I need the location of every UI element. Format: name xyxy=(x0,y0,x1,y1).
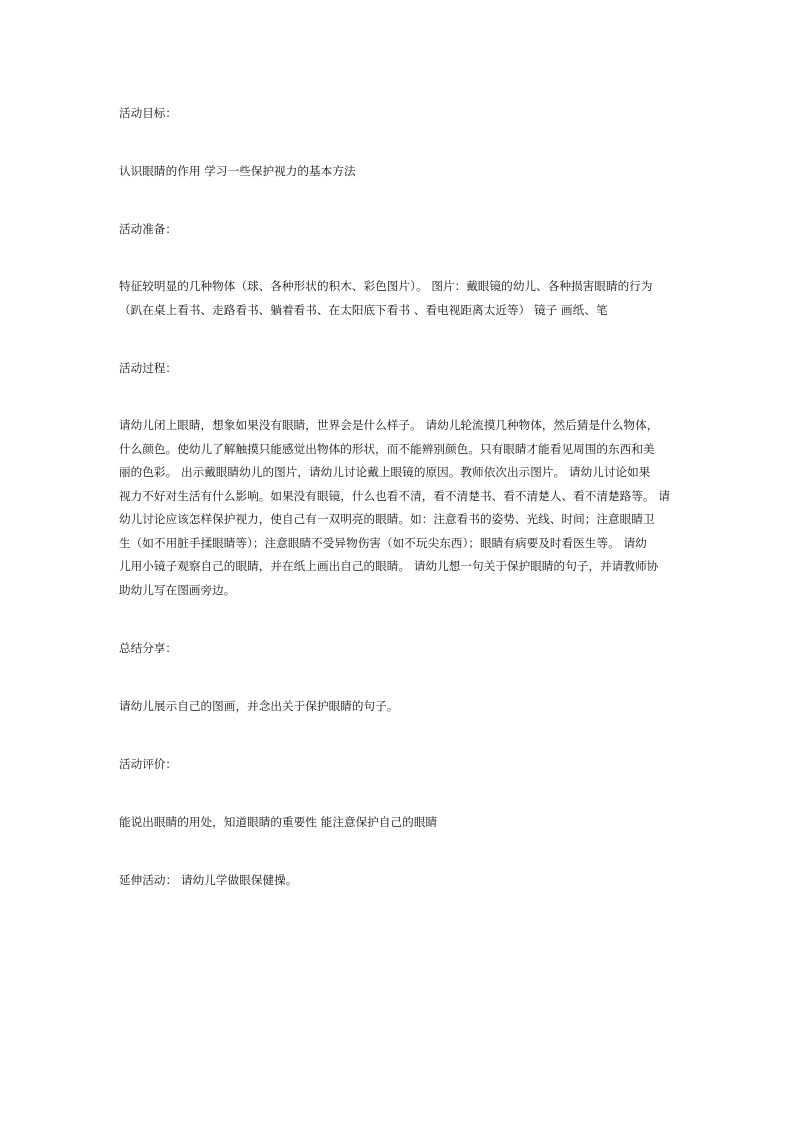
spacer xyxy=(119,660,675,694)
spacer xyxy=(119,183,675,217)
process-line-2: 什么颜色。使幼儿了解触摸只能感觉出物体的形状，而不能辨别颜色。只有眼睛才能看见周围的东西和美 xyxy=(119,441,655,456)
section-heading-summary: 总结分享： xyxy=(119,641,177,655)
spacer xyxy=(119,776,675,810)
spacer xyxy=(119,380,675,414)
section-heading-preparation: 活动准备： xyxy=(119,222,177,236)
section-heading-evaluation: 活动评价： xyxy=(119,757,177,771)
process-paragraph xyxy=(119,414,675,602)
preparation-line-1: 特征较明显的几种物体（球、各种形状的积木、彩色图片）。 图片：戴眼镜的幼儿、各种损害眼睛的行为 xyxy=(119,279,653,293)
process-line-7: 儿用小镜子观察自己的眼睛，并在纸上画出自己的眼睛。 请幼儿想一句关于保护眼睛的句子，并请教师协 xyxy=(119,559,659,573)
process-line-8: 助幼儿写在图画旁边。 xyxy=(119,582,236,597)
section-heading-goals: 活动目标： xyxy=(119,106,177,120)
spacer xyxy=(119,602,675,636)
document-content xyxy=(119,101,675,892)
process-line-6: 生（如不用脏手揉眼睛等）；注意眼睛不受异物伤害（如不玩尖东西）；眼睛有病要及时看医生等。 请幼 xyxy=(119,535,647,550)
evaluation-text: 能说出眼睛的用处，知道眼睛的重要性 能注意保护自己的眼睛 xyxy=(119,815,438,829)
process-line-3: 丽的色彩。 出示戴眼睛幼儿的图片，请幼儿讨论戴上眼镜的原因。教师依次出示图片。 请幼儿讨论如果 xyxy=(119,465,651,479)
spacer xyxy=(119,125,675,159)
preparation-paragraph xyxy=(119,275,675,322)
spacer xyxy=(119,241,675,275)
process-line-1: 请幼儿闭上眼睛，想象如果没有眼睛，世界会是什么样子。 请幼儿轮流摸几种物体，然后猜是什么物体， xyxy=(119,418,659,432)
spacer xyxy=(119,834,675,868)
goals-text: 认识眼睛的作用 学习一些保护视力的基本方法 xyxy=(119,164,356,178)
process-line-5: 幼儿讨论应该怎样保护视力，使自己有一双明亮的眼睛。如：注意看书的姿势、光线、时间；注意眼睛卫 xyxy=(119,512,655,526)
process-line-4: 视力不好对生活有什么影响。如果没有眼镜，什么也看不清，看不清楚书、看不清楚人、看不清楚路等。 请 xyxy=(119,488,670,503)
preparation-line-2: （趴在桌上看书、走路看书、躺着看书、在太阳底下看书 、看电视距离太近等） 镜子 画纸、笔 xyxy=(119,302,608,317)
summary-text: 请幼儿展示自己的图画，并念出关于保护眼睛的句子。 xyxy=(119,699,399,713)
spacer xyxy=(119,322,675,356)
extension-activity: 延伸活动： 请幼儿学做眼保健操。 xyxy=(119,873,298,887)
spacer xyxy=(119,718,675,752)
section-heading-process: 活动过程： xyxy=(119,361,177,375)
